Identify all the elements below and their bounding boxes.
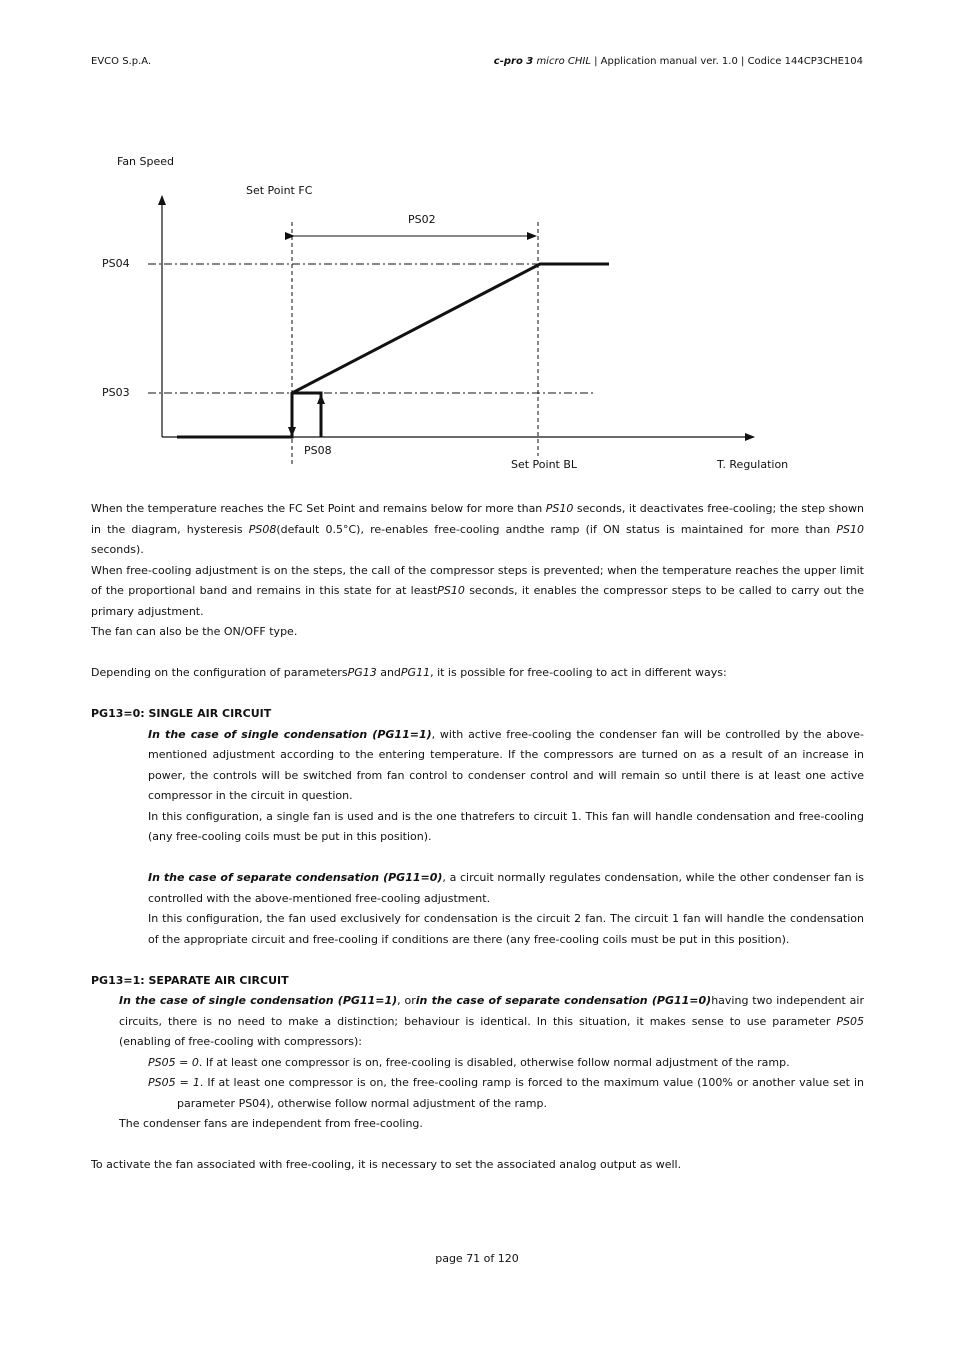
text-run: , with active free-cooling the condenser fan will be controlled by the above-mentioned adjustment according to the entering temperature. If the compressors are turned on as a result of an increase in power, the controls will be switched from fan control to condenser control and will remain so until there is at least one active compressor in the circuit in question. [148,727,864,802]
text-run: , or [397,994,416,1007]
header-product-name: c-pro 3 [493,56,534,67]
case-title: In the case of single condensation (PG11=1) [148,727,432,741]
text-run: Depending on the configuration of parameters [91,666,348,679]
parameter-ref: PS10 [545,502,574,515]
parameter-ref: PG13 [347,666,377,679]
text-run: When free-cooling adjustment is on the steps, the call of the compressor steps is prevented; when the temperature reaches the upper limit of the proportional band and remains in this state for at least [91,563,864,597]
ps03-label: PS03 [102,386,130,399]
case-title: In the case of single condensation (PG11=1) [119,994,398,1007]
case-title: in the case of separate condensation (PG11=0) [415,994,712,1007]
hysteresis-step [292,393,321,437]
page-number: page 71 of 120 [435,1252,519,1265]
parameter-ref: PS05 = 0 [148,1055,199,1069]
option-item [91,1053,864,1074]
text-run: When the temperature reaches the FC Set Point and remains below for more than [91,502,546,515]
paragraph: In this configuration, a single fan is used and is the one thatrefers to circuit 1. This fan will handle condensation and free-cooling (any free-cooling coils must be put in this position). [148,809,864,843]
header-product-model: micro CHIL [533,56,591,67]
parameter-ref: PS08 [248,522,277,536]
body-text [91,499,864,1176]
paragraph [91,725,864,807]
section-heading: PG13=0: SINGLE AIR CIRCUIT [91,707,272,720]
fan-speed-curve [177,264,609,437]
set-point-bl-label: Set Point BL [511,458,578,471]
ps04-label: PS04 [102,257,130,270]
section-heading: PG13=1: SEPARATE AIR CIRCUIT [91,973,289,987]
option-item [91,1073,864,1114]
parameter-ref: PG11 [400,666,431,679]
ps02-label: PS02 [408,213,436,226]
parameter-ref: PS05 [836,1014,864,1028]
text-run: and [376,666,401,679]
paragraph: In this configuration, the fan used exclusively for condensation is the circuit 2 fan. The circuit 1 fan will handle the condensation of the appropriate circuit and free-cooling if conditions are there (any free-cooling coils must be put in this position). [148,912,864,946]
parameter-ref: PS05 = 1 [148,1076,200,1089]
paragraph [91,991,864,1053]
paragraph: The fan can also be the ON/OFF type. [91,625,298,638]
text-run: . If at least one compressor is on, free-cooling is disabled, otherwise follow normal adjustment of the ramp. [198,1055,790,1069]
text-run: (enabling of free-cooling with compressors): [119,1035,362,1048]
paragraph [91,499,864,561]
parameter-ref: PS10 [836,522,864,536]
text-run: seconds). [91,543,144,556]
text-run: (default 0.5°C), re-enables free-cooling andthe ramp (if ON status is maintained for more than [276,522,837,536]
text-run: seconds, it deactivates free-cooling; the step shown in the diagram, hysteresis [91,502,864,536]
paragraph [91,663,864,684]
ps08-label: PS08 [304,444,332,457]
set-point-fc-label: Set Point FC [246,184,313,197]
text-run: seconds, it enables the compressor steps to be called to carry out the primary adjustment. [91,584,864,618]
text-run: , a circuit normally regulates condensation, while the other condenser fan is controlled with the above-mentioned free-cooling adjustment. [148,871,864,905]
text-run: , it is possible for free-cooling to act in different ways: [430,666,727,679]
fan-speed-diagram [0,0,954,480]
x-axis-label: T. Regulation [717,458,789,471]
text-run: . If at least one compressor is on, the free-cooling ramp is forced to the maximum value (100% or another value set in parameter PS04), otherwise follow normal adjustment of the ramp. [177,1076,864,1110]
paragraph [91,561,864,623]
paragraph [91,868,864,909]
y-axis-label: Fan Speed [117,155,175,168]
paragraph: The condenser fans are independent from free-cooling. [119,1117,423,1130]
paragraph: To activate the fan associated with free-cooling, it is necessary to set the associated analog output as well. [91,1158,682,1171]
header-manual-info: | Application manual ver. 1.0 | Codice 144CP3CHE104 [590,56,863,67]
case-title: In the case of separate condensation (PG11=0) [148,871,443,884]
header-company: EVCO S.p.A. [91,56,152,67]
text-run: having two independent air circuits, there is no need to make a distinction; behaviour is identical. In this situation, it makes sense to use parameter [119,994,864,1028]
parameter-ref: PS10 [437,584,465,597]
